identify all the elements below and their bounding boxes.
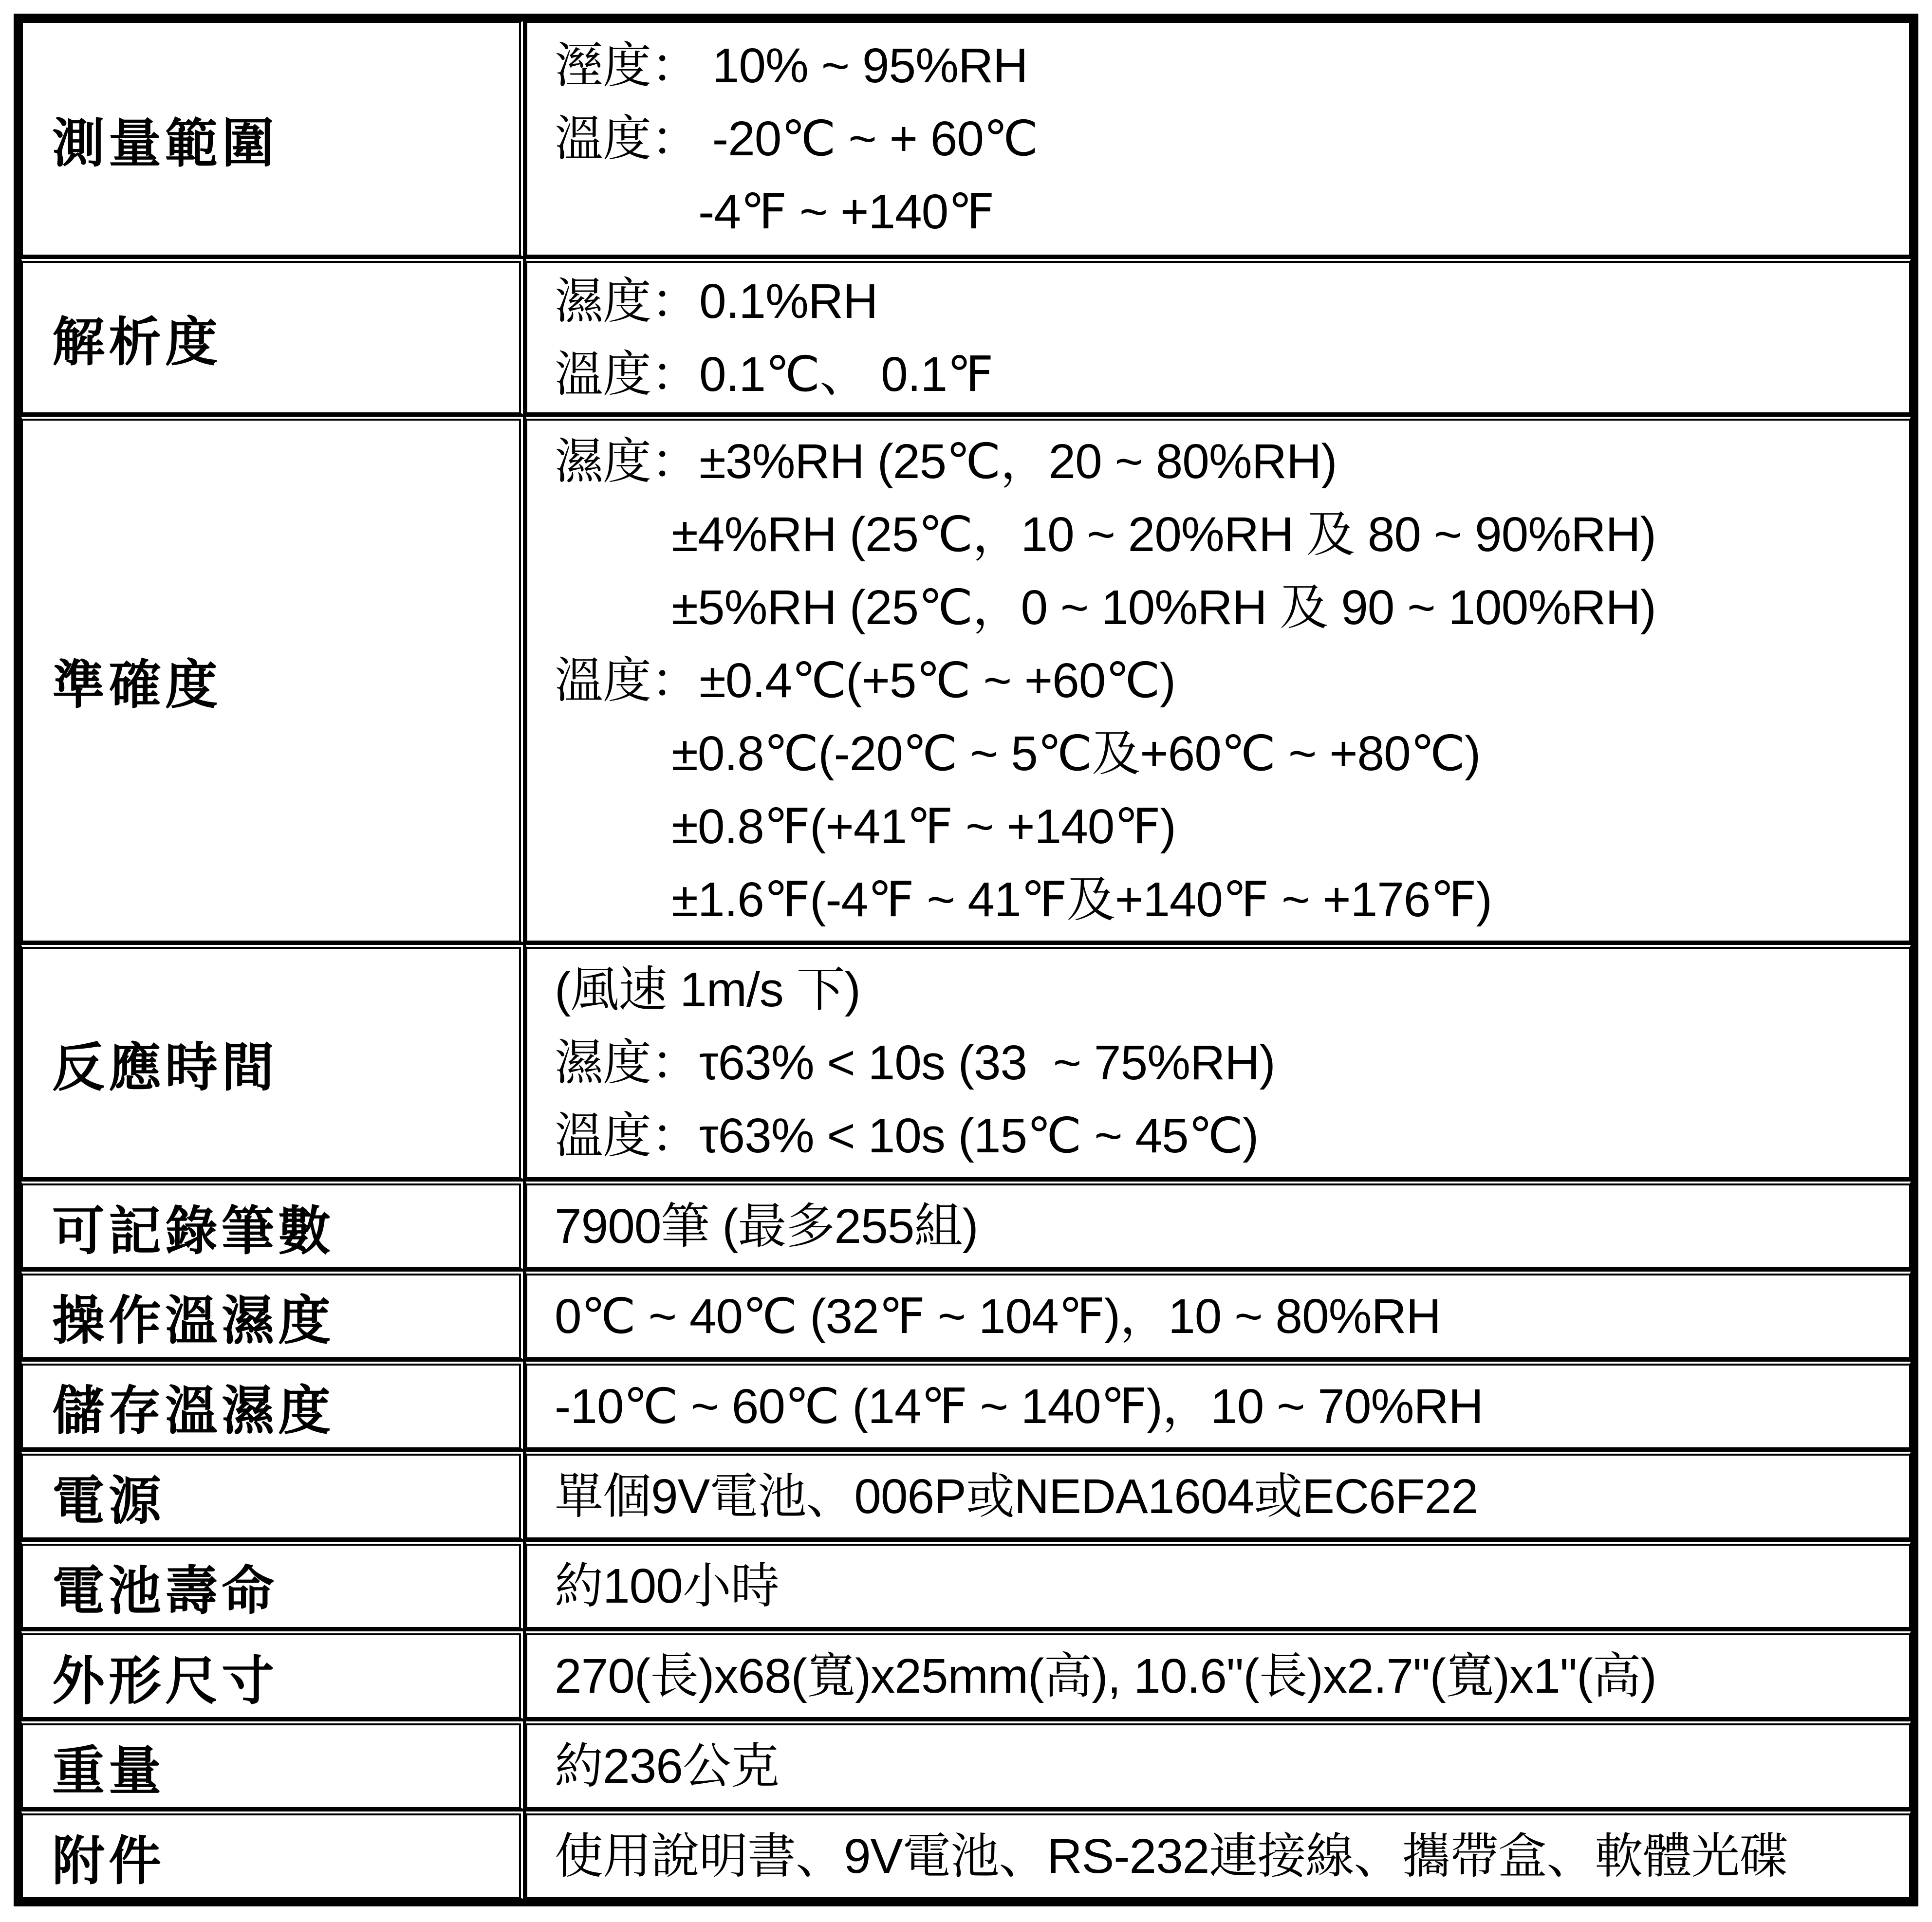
row-value: [525, 1810, 1912, 1900]
value-line: ±0.8℉(+41℉ ~ +140℉): [671, 799, 1176, 854]
value-line: 約236公克: [555, 1739, 779, 1794]
value-line: 溫度：τ63% < 10s (15℃ ~ 45℃): [555, 1109, 1259, 1164]
value-line: 270(長)x68(寬)x25mm(高), 10.6"(長)x2.7"(寬)x1"(高): [555, 1649, 1656, 1704]
row-value: [525, 943, 1912, 1180]
value-line: 濕度：τ63% < 10s (33 ~ 75%RH): [555, 1035, 1275, 1090]
row-value: [525, 1540, 1912, 1630]
row-label: 附件: [20, 1810, 525, 1900]
value-line: 約100小時: [555, 1559, 779, 1614]
value-line: 溫度：0.1℃、 0.1℉: [555, 347, 993, 402]
row-label: 電池壽命: [20, 1540, 525, 1630]
row-power-source: [20, 1450, 1912, 1540]
row-measurement-range: [20, 20, 1912, 257]
row-value: [525, 1270, 1912, 1360]
row-operating-temp-humidity: [20, 1270, 1912, 1360]
row-value: [525, 257, 1912, 415]
row-value: [525, 1180, 1912, 1270]
row-value: [525, 1629, 1912, 1719]
row-label: 外形尺寸: [20, 1629, 525, 1719]
row-record-count: [20, 1180, 1912, 1270]
value-line: 0℃ ~ 40℃ (32℉ ~ 104℉)，10 ~ 80%RH: [555, 1289, 1441, 1344]
value-line: ±5%RH (25℃，0 ~ 10%RH 及 90 ~ 100%RH): [671, 580, 1656, 635]
row-response-time: [20, 943, 1912, 1180]
value-line: -10℃ ~ 60℃ (14℉ ~ 140℉)，10 ~ 70%RH: [555, 1379, 1483, 1434]
value-line: 7900筆 (最多255組): [555, 1199, 978, 1254]
value-line: ±1.6℉(-4℉ ~ 41℉及+140℉ ~ +176℉): [671, 872, 1492, 927]
value-line: 濕度：0.1%RH: [555, 274, 878, 329]
row-value: [525, 1360, 1912, 1450]
value-line: 濕度：±3%RH (25℃，20 ~ 80%RH): [555, 434, 1337, 489]
row-storage-temp-humidity: [20, 1360, 1912, 1450]
row-label: 準確度: [20, 415, 525, 943]
row-label: 反應時間: [20, 943, 525, 1180]
value-line: (風速 1m/s 下): [555, 962, 860, 1017]
row-value: [525, 20, 1912, 257]
row-label: 操作溫濕度: [20, 1270, 525, 1360]
value-line: 溫度： -20℃ ~ + 60℃: [555, 111, 1038, 166]
value-line: 使用說明書、9V電池、RS-232連接線、攜帶盒、軟體光碟: [555, 1829, 1788, 1884]
row-label: 測量範圍: [20, 20, 525, 257]
row-accessories: [20, 1810, 1912, 1900]
value-line: ±4%RH (25℃，10 ~ 20%RH 及 80 ~ 90%RH): [671, 507, 1656, 562]
value-line: ±0.8℃(-20℃ ~ 5℃及+60℃ ~ +80℃): [671, 726, 1481, 781]
value-line: 溼度： 10% ~ 95%RH: [555, 38, 1028, 93]
row-value: [525, 415, 1912, 943]
row-resolution: [20, 257, 1912, 415]
row-battery-life: [20, 1540, 1912, 1630]
row-value: [525, 1719, 1912, 1810]
value-line: 溫度：±0.4℃(+5℃ ~ +60℃): [555, 653, 1176, 708]
row-value: [525, 1450, 1912, 1540]
row-dimensions: [20, 1629, 1912, 1719]
row-accuracy: [20, 415, 1912, 943]
row-label: 儲存溫濕度: [20, 1360, 525, 1450]
row-label: 解析度: [20, 257, 525, 415]
row-label: 可記錄筆數: [20, 1180, 525, 1270]
spec-table: [14, 14, 1918, 1906]
value-line: 單個9V電池、006P或NEDA1604或EC6F22: [555, 1469, 1478, 1524]
row-weight: [20, 1719, 1912, 1810]
value-line: -4℉ ~ +140℉: [698, 185, 994, 240]
row-label: 電源: [20, 1450, 525, 1540]
row-label: 重量: [20, 1719, 525, 1810]
